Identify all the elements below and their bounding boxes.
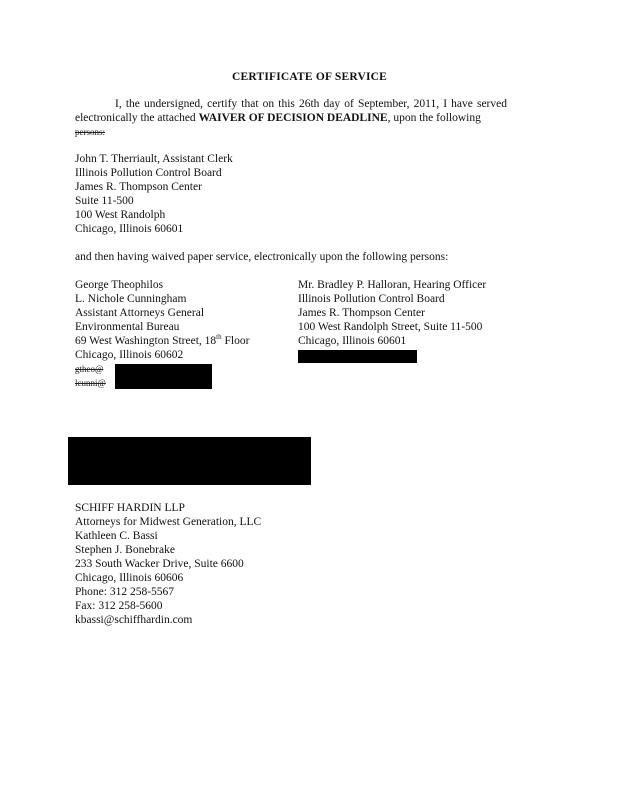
address-line: George Theophilos [75, 279, 164, 291]
intro-text-after: , upon the following [387, 112, 481, 124]
address-line: Illinois Pollution Control Board [75, 167, 222, 179]
firm-line: Kathleen C. Bassi [75, 530, 158, 542]
firm-line: 233 South Wacker Drive, Suite 6600 [75, 558, 244, 570]
floor-text: Floor [221, 335, 250, 347]
firm-line: Fax: 312 258-5600 [75, 600, 163, 612]
redaction-box [115, 364, 212, 389]
firm-line: Attorneys for Midwest Generation, LLC [75, 516, 262, 528]
address-line: Assistant Attorneys General [75, 307, 205, 319]
firm-line: Stephen J. Bonebrake [75, 544, 175, 556]
address-line: James R. Thompson Center [75, 181, 202, 193]
address-line: Chicago, Illinois 60602 [75, 349, 184, 361]
street-line [75, 334, 249, 348]
address-line: James R. Thompson Center [298, 307, 425, 319]
address-line: John T. Therriault, Assistant Clerk [75, 153, 233, 165]
certification-paragraph [75, 97, 507, 125]
intro-text-before: I, the undersigned, certify that on this 26th day of September, 2011, I have served electronically the attached [75, 98, 507, 124]
right-recipient-block [298, 278, 486, 348]
firm-line: SCHIFF HARDIN LLP [75, 502, 185, 514]
ordinal-suffix: th [216, 333, 222, 342]
waived-service-text: and then having waived paper service, electronically upon the following persons: [75, 251, 449, 263]
struck-out-text: persons: [75, 127, 105, 137]
signature-redaction-box [68, 437, 311, 485]
address-line: Environmental Bureau [75, 321, 180, 333]
firm-line: Phone: 312 258-5567 [75, 586, 175, 598]
address-line: Chicago, Illinois 60601 [298, 335, 407, 347]
address-line: Suite 11-500 [75, 195, 134, 207]
address-line: L. Nichole Cunningham [75, 293, 187, 305]
firm-line: Chicago, Illinois 60606 [75, 572, 184, 584]
firm-signature-block [75, 501, 261, 627]
address-line: Mr. Bradley P. Halloran, Hearing Officer [298, 279, 487, 291]
street-text: 69 West Washington Street, 18 [75, 335, 217, 347]
address-line: 100 West Randolph [75, 209, 166, 221]
clerk-address-block [75, 152, 233, 236]
document-title: CERTIFICATE OF SERVICE [231, 71, 388, 83]
redaction-box [298, 350, 417, 363]
address-line: 100 West Randolph Street, Suite 11-500 [298, 321, 483, 333]
address-line: Chicago, Illinois 60601 [75, 223, 184, 235]
document-name-bold: WAIVER OF DECISION DEADLINE [198, 112, 388, 124]
firm-line: kbassi@schiffhardin.com [75, 614, 193, 626]
struck-email-line: gtheo@ [75, 364, 104, 374]
struck-email-line: lcunni@ [75, 378, 106, 388]
address-line: Illinois Pollution Control Board [298, 293, 445, 305]
